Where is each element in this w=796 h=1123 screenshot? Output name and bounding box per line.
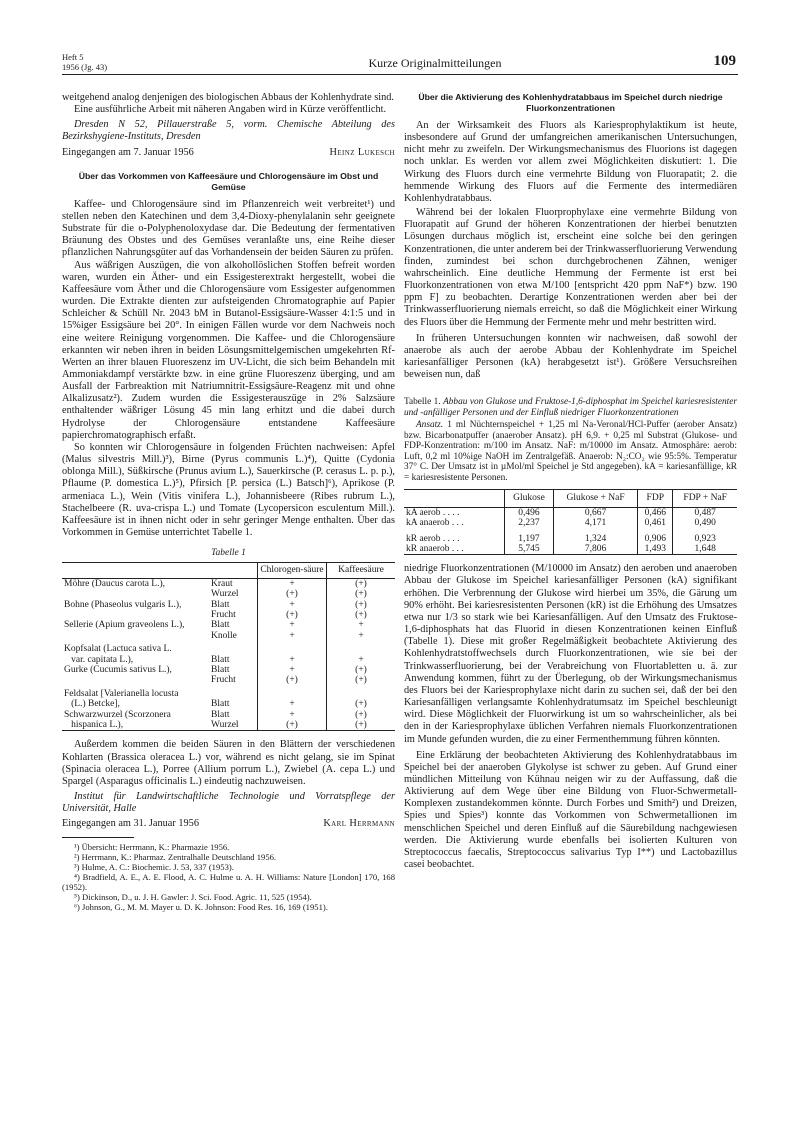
table-header: FDP + NaF — [673, 490, 737, 507]
table-header-empty — [62, 563, 258, 578]
table-method-text: 1 ml Nüchternspeichel + 1,25 ml Na-Veronal/HCl-Puffer (aerober Ansatz) bzw. Bicarbonatpuffer (anaerober Ansatz). pH 6,9. + 0,25 ml Substrat (Glukose- und FDP-Konzentration: m/100 im Ansatz. NaF: m/10000 im Ansatz. Atmosphäre: aerob: Luft, 0,2 ml 10%ige NaOH im Zentralgefäß. Anaerob: N₂:CO₂ wie 95:5%. Temperatur 37° C. Der Umsatz ist in µMol/ml Speichel je Std angegeben). kA = kariesanfällige, kR = kariesresistente Personen. — [404, 420, 738, 483]
table-cell-part — [209, 686, 258, 699]
table-cell-chlorogen: + — [258, 710, 327, 720]
table-caption — [404, 397, 737, 418]
table-caption-block — [404, 397, 737, 483]
table-cell-part: Knolle — [211, 630, 237, 641]
journal-issue-line1: Heft 5 — [62, 52, 84, 62]
table-cell-plant: Sellerie (Apium graveolens L.), — [64, 620, 185, 631]
table-cell-chlorogen: (+) — [258, 675, 327, 685]
table-cell-kaffee — [327, 686, 396, 699]
table-cell-chlorogen: + — [258, 699, 327, 709]
table-cell-chlorogen: (+) — [258, 720, 327, 731]
paragraph: niedrige Fluorkonzentrationen (M/10000 im Ansatz) den aeroben und anaeroben Abbau der Glukose im Speichel kariesanfälliger Personen (kA) signifikant erhöhen. Die Verbrennung der Glukose wird hierbei um 35%, die Gärung um 90% erhöht. Bei kariesresistenten Personen (kR) ist die Erhöhung des Umsatzes etwa nur 1/3 so stark wie bei Kariesanfälligen. Auf den Umsatz des Fruktose-1,6-diphosphats hat das Fluorid in diesen Konzentrationen keinen Einfluß (Tabelle 1). Diese mit großer Regelmäßigkeit beobachtete Aktivierung des Kohlenhydratstoffwechsels durch Fluorkonzentrationen, wie sie bei der Trinkwasserfluorierung, bei der Verabreichung von Fluortabletten u. ä. zur Anwendung kommen, führt zu der Überlegung, ob der Wirkungsmechanismus des Fluors bei der Kariesprophylaxe nicht darin zu suchen sei, daß der bei den Kariesanfälligen verlangsamte Kohlenhydratumsatz im Speichel beschleunigt wird. Diese Möglichkeit der Fluorwirkung ist um so wahrscheinlicher, als bei den in der Kariesprophylaxe üblichen Verfahren niemals Fluorkonzentrationen im Munde gefunden wurden, die zu einer Fermenthemmung führen könnten. — [404, 563, 737, 745]
table-cell-chlorogen: (+) — [258, 589, 327, 599]
table-cell-value: 1,324 — [553, 529, 637, 544]
paragraph: Während bei der lokalen Fluorprophylaxe eine vermehrte Bildung von Fluorapatit auf Grund der höheren Konzentrationen der hierbei benutzten Lösungen durchaus möglich ist, erscheint eine solche bei den geringen Konzentrationen, die unter anderem bei der Trinkwasserfluorierung Verwendung finden, zumindest bei schon durchgebrochenen Zähnen, weniger wahrscheinlich. Eine deutliche Hemmung der Fermente ist erst bei Fluorkonzentrationen von etwa M/100 [entspricht 420 ppm NaF*) bzw. 190 ppm F] zu beobachten. Derartige Konzentrationen werden aber bei der Trinkwasserfluorierung niemals erreicht, so daß die Möglichkeit einer Wirkung des Fluors über die Hemmung der Fermente mehr und mehr bestritten wird. — [404, 207, 737, 328]
paragraph: An der Wirksamkeit des Fluors als Kariesprophylaktikum ist heute, insbesondere auf Grund der umfangreichen amerikanischen Untersuchungen, nicht mehr zu zweifeln. Der Wirkungsmechanismus des Fluorions ist dagegen noch unklar. Es werden vor allem zwei Möglichkeiten diskutiert: 1. Die Wirkung des Fluors durch eine vermehrte Bildung von Fluorapatit; 2. die hemmende Wirkung des Fluors auf die Fermente des intermediären Kohlenhydratabbaus. — [404, 120, 737, 204]
journal-issue-line2: 1956 (Jg. 43) — [62, 62, 108, 72]
page-number: 109 — [713, 53, 736, 69]
article-title: Über die Aktivierung des Kohlenhydratabbaus im Speichel durch niedrige Fluorkonzentrationen — [418, 92, 723, 113]
table-cell-part: Blatt — [211, 654, 230, 665]
table-cell-plant — [62, 675, 209, 685]
right-column — [404, 92, 737, 871]
table-cell-part: Wurzel — [211, 589, 239, 600]
table-cell-chlorogen: + — [258, 665, 327, 675]
table-cell-chlorogen: + — [258, 578, 327, 589]
footnote: ¹) Übersicht: Herrmann, K.: Pharmazie 1956. — [74, 841, 230, 852]
table-cell-part: Blatt — [211, 664, 230, 675]
paragraph: Eine ausführliche Arbeit mit näheren Angaben wird in Kürze veröffentlicht. — [74, 104, 387, 116]
author-name: Heinz Lukesch — [329, 146, 395, 158]
table-cell-chlorogen: + — [258, 631, 327, 641]
table-cell-value: 0,461 — [638, 518, 673, 528]
table-row — [62, 655, 395, 665]
table-cell-value: 4,171 — [553, 518, 637, 528]
table-row — [62, 578, 395, 589]
table-row-label: kR anaerob . . . — [404, 544, 505, 555]
table-row-label: kR aerob . . . . — [406, 533, 460, 544]
table-cell-kaffee: (+) — [327, 720, 396, 731]
table-cell-kaffee: + — [327, 655, 396, 665]
table-cell-value: 0,496 — [505, 507, 554, 518]
footnotes — [62, 842, 395, 912]
footnote: ⁴) Bradfield, A. E., A. E. Flood, A. C. Hulme u. A. H. Williams: Nature [London] 170, 168 (1952). — [62, 871, 395, 892]
table-cell-part: Blatt — [211, 599, 230, 610]
table-cell-chlorogen: + — [258, 620, 327, 630]
paragraph: weitgehend analog denjenigen des biologischen Abbaus der Kohlenhydrate sind. — [62, 92, 394, 103]
footnote-rule — [62, 837, 134, 838]
table-cell-chlorogen — [258, 641, 327, 654]
header-rule — [62, 74, 738, 75]
table-cell-value: 0,667 — [553, 507, 637, 518]
article-title: Über das Vorkommen von Kaffeesäure und Chlorogensäure im Obst und Gemüse — [78, 170, 379, 192]
table-cell-part: Blatt — [211, 699, 230, 710]
received-date: Eingegangen am 31. Januar 1956 — [62, 818, 199, 830]
table-cell-value: 1,197 — [505, 529, 554, 544]
table-cell-value: 1,493 — [638, 544, 673, 555]
table-cell-value: 5,745 — [505, 544, 554, 555]
table-header-kaffee: Kaffeesäure — [327, 563, 396, 578]
table-method — [404, 420, 737, 483]
table-cell-part: Kraut — [211, 578, 233, 589]
table-row — [404, 529, 737, 544]
table-row — [62, 686, 395, 699]
table-row — [62, 675, 395, 685]
table-cell-kaffee: (+) — [327, 610, 396, 620]
paragraph: So konnten wir Chlorogensäure in folgenden Früchten nachweisen: Apfel (Malus silvestris Mill.)³), Birne (Pyrus communis L.)⁴), Quitte (Cydonia oblonga Mill.), Süßkirsche (Prunus avium L.), Sauerkirsche (P. cerasus L. p. p.), Pflaume (P. domestica L.)⁵), Pfirsich [P. persica (L.) Batsch]⁶), Aprikose (P. armeniaca L.), Wein (Vitis vinifera L.), Johannisbeere (Ribes rubrum L.), Stachelbeere (R. uva-crispa L.) und Tomate (Lycopersicon esculentum Mill.). Kaffeesäure ist in ihnen nicht oder in sehr geringer Menge enthalten. Über das Vorkommen in Gemüse unterrichtet Tabelle 1. — [62, 441, 395, 538]
table-cell-kaffee: (+) — [327, 589, 396, 599]
table-row — [62, 620, 395, 630]
table-row — [62, 710, 395, 720]
table-cell-part: Blatt — [211, 709, 230, 720]
table-cell-kaffee: + — [327, 620, 396, 630]
table-cell-kaffee: (+) — [327, 699, 396, 709]
table-row — [62, 641, 395, 654]
table-row-label: kA anaerob . . . — [406, 518, 464, 529]
table-row — [62, 699, 395, 709]
table-cell-part: Wurzel — [209, 720, 258, 731]
table-row — [62, 631, 395, 641]
section-title: Kurze Originalmitteilungen — [368, 56, 502, 70]
table-cell-value: 7,806 — [553, 544, 637, 555]
table-caption-label: Tabelle 1. — [404, 397, 441, 408]
table-cell-part: Blatt — [211, 620, 230, 631]
table-cell-plant: var. capitata L.), — [64, 654, 134, 665]
occurrence-table — [62, 562, 395, 731]
author-address: Institut für Landwirtschaftliche Technologie und Vorratspflege der Universität, Halle — [62, 791, 395, 815]
table-caption-text: Abbau von Glukose und Fruktose-1,6-diphosphat im Speichel kariesresistenter und -anfälliger Personen und der Einfluß niedriger Fluorkonzentrationen — [404, 397, 737, 418]
paragraph: Eine Erklärung der beobachteten Aktivierung des Kohlenhydratabbaus im Speichel bei der anaeroben Glykolyse ist schwer zu geben. Auf Grund einer mündlichen Mitteilung von Kühnau neigen wir zu der Auffassung, daß die Aktivierung auf dem Wege über eine Bildung von Fluor-Schwermetall-Komplexen zustandekommen könnte. Durch Forbes und Smith²) und Dreizen, Spies und Spies³) konnte das Vorkommen von Schwermetallionen im menschlichen Speichel und deren Einfluß auf die Säurebildung nachgewiesen werden. Die Aktivierung wurde ebenfalls bei isolierten Kulturen von Streptococcus faecalis, Streptococcus salivarius Typ I**) und Lactobazillus casei beobachtet. — [404, 749, 737, 871]
table-row — [62, 720, 395, 731]
table-cell-kaffee: (+) — [327, 710, 396, 720]
table-method-label: Ansatz. — [416, 420, 444, 431]
table-cell-kaffee: (+) — [327, 665, 396, 675]
table-row — [404, 507, 737, 518]
table-cell-plant: Gurke (Cucumis sativus L.), — [64, 664, 172, 675]
table-cell-chlorogen: + — [258, 655, 327, 665]
table-body — [62, 578, 395, 731]
table-cell-plant — [62, 631, 209, 641]
received-date: Eingegangen am 7. Januar 1956 — [62, 146, 194, 158]
table-cell-chlorogen — [258, 686, 327, 699]
table-cell-plant: Schwarzwurzel (Scorzonera — [64, 709, 171, 720]
table-cell-part — [209, 641, 258, 654]
table-caption: Tabelle 1 — [211, 548, 246, 559]
table-cell-plant: (L.) Betcke], — [64, 699, 120, 710]
author-address: Dresden N 52, Pillauerstraße 5, vorm. Chemische Abteilung des Bezirkshygiene-Instituts, Dresden — [62, 119, 395, 143]
table-cell-part: Frucht — [211, 675, 236, 686]
table-row-label: kA aerob . . . . — [406, 507, 460, 518]
footnote: ²) Herrmann, K.: Pharmaz. Zentralhalle Deutschland 1956. — [74, 851, 277, 862]
table-header-row — [404, 490, 737, 507]
table-cell-kaffee: (+) — [327, 578, 396, 589]
paragraph: Aus wäßrigen Auszügen, die von alkohollöslichen Stoffen befreit worden waren, wurden ein Äther- und ein Essigesterextrakt hergestellt, wobei die Kaffeesäure vom Äther und die Chlorogensäure vom Essigester aufgenommen wurden. Die Extrakte dienten zur aufsteigenden Chromatographie auf Papier Schleicher & Schüll Nr. 2043 bM in Butanol-Essigsäure-Wasser 4:1:5 und in 15%iger Essigsäure bei 20°. In einigen Fällen wurde vor dem Nachweis noch eine weitere Reinigung vorgenommen. Die Kaffee- und die Chlorogensäure erkannten wir neben ihren in beiden Lösungsmittelgemischen umgekehrten Rf-Werten an ihrer blauen Fluoreszenz im UV-Licht, die sich beim Behandeln mit Ammoniakdampf verstärkte bzw. in eine grüne Fluoreszenz überging, und am Ausfall der Farbreaktion mit Natriumnitrit-Essigsäure-Reagenz mit und ohne Alkalizusatz²). Zudem wurden die Essigesterauszüge in 2% Salzsäure enthaltender wäßriger Lösung 45 min lang erhitzt und die dabei durch Hydrolyse der Chlorogensäure entstandene Kaffeesäure papierchromatographisch erfaßt. — [62, 259, 395, 441]
paragraph: In früheren Untersuchungen konnten wir nachweisen, daß sowohl der anaerobe als auch der aerobe Abbau der Kohlenhydrate im Speichel kariesanfälliger Personen (kA) herabgesetzt ist¹). Größere Versuchsreihen beweisen nun, daß — [404, 332, 737, 381]
table-cell-value: 0,923 — [673, 529, 737, 544]
table-row — [62, 610, 395, 620]
table-cell-kaffee: + — [327, 631, 396, 641]
footnote: ³) Hulme, A. C.: Biochemic. J. 53, 337 (1953). — [74, 861, 234, 872]
table-cell-chlorogen: + — [258, 600, 327, 610]
footnote: ⁶) Johnson, G., M. M. Mayer u. D. K. Johnson: Food Res. 16, 169 (1951). — [74, 901, 328, 912]
table-cell-chlorogen: (+) — [258, 610, 327, 620]
table-header: Glukose + NaF — [553, 490, 637, 507]
table-cell-part: Frucht — [211, 609, 236, 620]
table-row — [62, 589, 395, 599]
table-row — [62, 665, 395, 675]
table-cell-value: 0,490 — [673, 518, 737, 528]
table-cell-plant: Bohne (Phaseolus vulgaris L.), — [64, 599, 182, 610]
table-cell-value: 2,237 — [505, 518, 554, 528]
table-cell-value: 0,466 — [638, 507, 673, 518]
table-cell-plant: Möhre (Daucus carota L.), — [64, 578, 166, 589]
table-cell-plant — [62, 610, 209, 620]
table-row — [404, 518, 737, 528]
journal-issue — [62, 52, 107, 72]
paragraph: Außerdem kommen die beiden Säuren in den Blättern der verschiedenen Kohlarten (Brassica oleracea L.) vor, während es nicht gelang, sie im Spinat (Spinacia oleracea L.), Porree (Allium porrum L.), Zwiebel (A. cepa L.) und Spargel (Asparagus officinalis L.) eindeutig nachzuweisen. — [62, 739, 395, 787]
table-header: FDP — [638, 490, 673, 507]
table-header-chlorogen: Chlorogen-säure — [258, 563, 327, 578]
table-cell-plant — [62, 589, 209, 599]
table-header-empty — [404, 490, 505, 507]
table-cell-value: 0,906 — [638, 529, 673, 544]
left-column — [62, 92, 395, 912]
table-cell-value: 0,487 — [673, 507, 737, 518]
table-cell-kaffee — [327, 641, 396, 654]
table-cell-value: 1,648 — [673, 544, 737, 555]
paragraph: Kaffee- und Chlorogensäure sind im Pflanzenreich weit verbreitet¹) und stellen neben den Katechinen und dem 3,4-Dioxy-phenylalanin sehr geeignete Substrate für die o-Polyphenoloxydase dar. Die Bedeutung der fermentativen Bräunung des Obstes und des Gemüses veranlaßte uns, eine Reihe dieser pflanzlichen Nahrungsgüter auf das Vorhandensein der beiden Säuren zu prüfen. — [62, 198, 395, 259]
metabolism-table — [404, 489, 737, 555]
table-cell-kaffee: (+) — [327, 600, 396, 610]
signature-line — [62, 147, 395, 159]
table-cell-plant: Feldsalat [Valerianella locusta — [64, 688, 179, 699]
signature-line — [62, 818, 395, 830]
table-body — [404, 507, 737, 555]
table-row — [404, 544, 737, 555]
table-row — [62, 600, 395, 610]
table-cell-plant: Kopfsalat (Lactuca sativa L. — [64, 644, 172, 655]
footnote: ⁵) Dickinson, D., u. J. H. Gawler: J. Sci. Food. Agric. 11, 525 (1954). — [74, 891, 312, 902]
table-cell-plant: hispanica L.), — [62, 720, 209, 731]
table-header: Glukose — [505, 490, 554, 507]
table-cell-kaffee: (+) — [327, 675, 396, 685]
author-name: Karl Herrmann — [323, 818, 395, 830]
